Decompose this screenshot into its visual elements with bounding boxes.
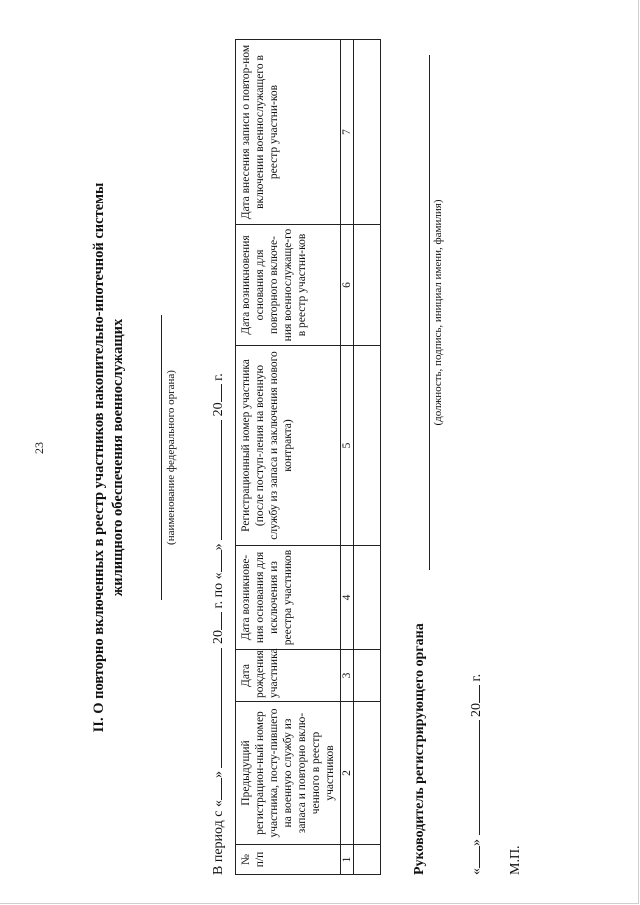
table-column-numbers-row [341,40,354,875]
period-quote2: » [211,543,226,551]
date-suffix: г. [469,673,484,682]
column-number-cell: 6 [341,225,354,346]
stamp-place: М.П. [508,845,523,875]
table-cell [354,546,381,650]
period-month1-blank [208,648,222,768]
column-number-cell: 1 [341,845,354,875]
period-year2: 20 [211,402,226,417]
period-year1: 20 [211,630,226,645]
section-title-line1: II. О повторно включенных в реестр участников накопительно-ипотечной системы [91,182,107,733]
period-quote1: » [211,771,226,779]
signature-line [429,55,430,570]
header-cell: Дата возникновения основания для повторного включе-ния военнослужаще-го в реестр участни-ков [236,225,341,346]
table-cell [354,346,381,546]
date-year-blank [466,685,480,703]
header-cell: № п/п [236,845,341,875]
period-mid: г. по « [211,572,226,609]
table-header-row [236,40,341,875]
page-number: 23 [32,442,46,454]
period-day1-blank [208,778,222,800]
organ-caption: (наименование федерального органа) [165,370,177,545]
signature-caption: (должность, подпись, инициал имени, фамилия) [432,199,444,426]
table-cell [354,650,381,702]
column-number-cell: 3 [341,650,354,702]
date-month-blank [466,721,480,836]
register-table [235,39,381,875]
table-empty-row [354,40,381,875]
table-cell [354,702,381,845]
header-cell: Предыдущий регистрацион-ный номер участника, посту-пившего на военную службу из запаса и повторно вклю-ченного в реестр участников [236,702,341,845]
form-rotated-content [90,40,530,875]
header-cell: Дата возникнове-ния основания для исключения из реестра участников [236,546,341,650]
section-title-line2: жилищного обеспечения военнослужащих [110,318,126,597]
column-number-cell: 5 [341,346,354,546]
column-number-cell: 4 [341,546,354,650]
date-close-quote: » [469,839,484,846]
header-cell: Регистрационный номер участника (после поступ-ления на военную службу из запаса и заключения нового контракта) [236,346,341,546]
header-cell: Дата внесения записи о повтор-ном включении военнослужащего в реестр участни-ков [236,40,341,225]
table-cell [354,40,381,225]
period-month2-blank [208,420,222,540]
period-year1-blank [208,612,222,630]
period-year2-blank [208,384,222,402]
header-cell: Дата рождения участника [236,650,341,702]
column-number-cell: 7 [341,40,354,225]
date-day-blank [466,846,480,868]
period-line [208,175,227,875]
table-cell [354,225,381,346]
column-number-cell: 2 [341,702,354,845]
period-suffix: г. [211,373,226,381]
period-prefix: В период с « [211,800,226,875]
chief-label: Руководитель регистрирующего органа [412,623,427,875]
date-year: 20 [469,703,484,717]
organ-name-line [161,315,162,600]
table-cell [354,845,381,875]
period-day2-blank [208,550,222,572]
date-open-quote: « [469,868,484,875]
date-line [466,674,485,875]
section-title [90,40,128,875]
